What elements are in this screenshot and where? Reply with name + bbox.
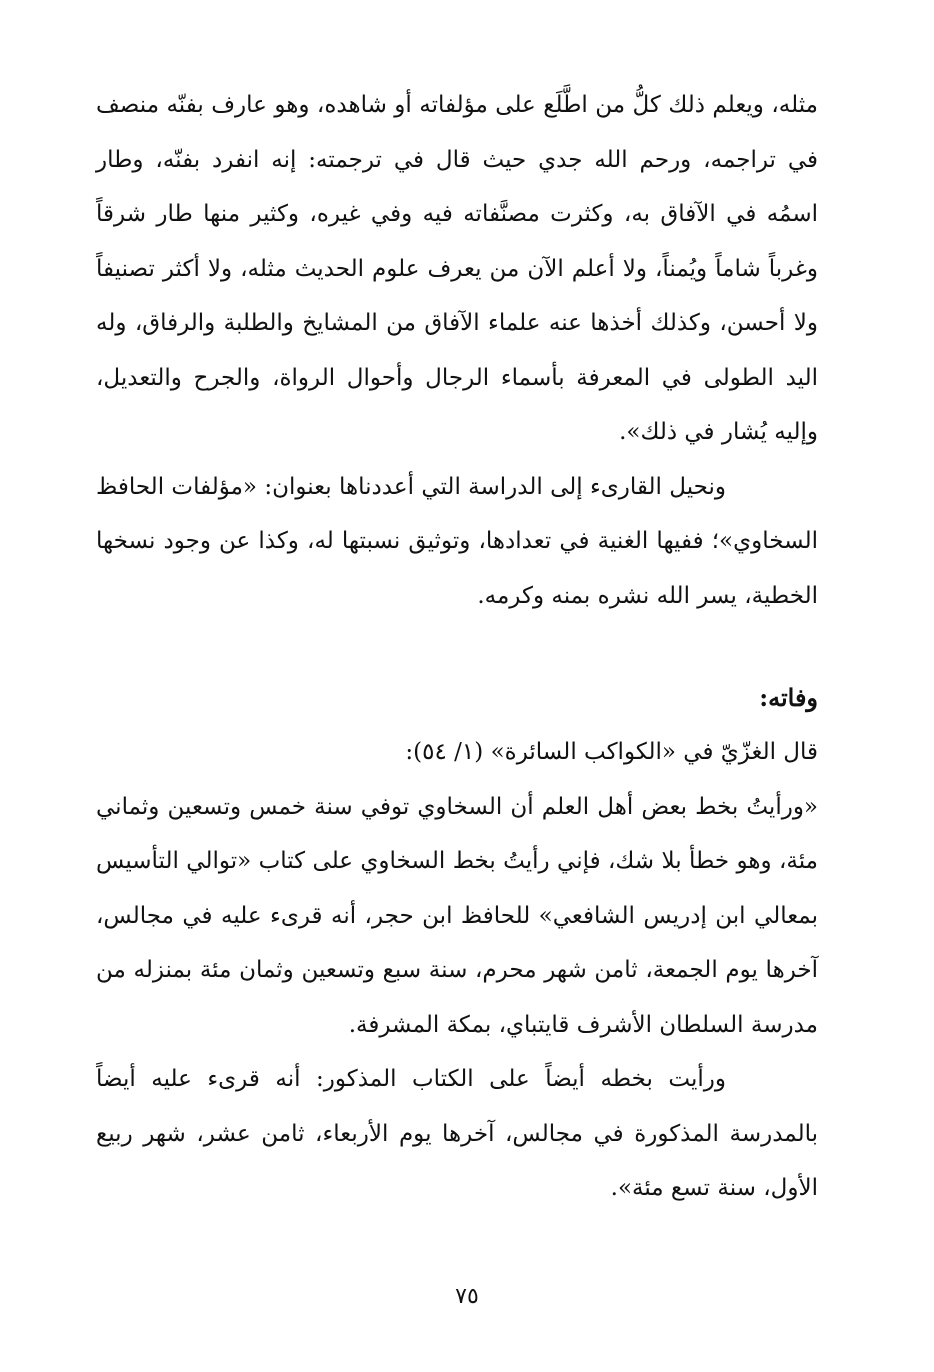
page-body — [96, 78, 818, 1216]
section-gap — [96, 623, 818, 671]
paragraph-quote-body: «ورأيتُ بخط بعض أهل العلم أن السخاوي توفي سنة خمس وتسعين وثماني مئة، وهو خطأ بلا شك، فإني رأيتُ بخط السخاوي على كتاب «توالي التأسيس بمعالي ابن إدريس الشافعي» للحافظ ابن حجر، أنه قرىء عليه في مجالس، آخرها يوم الجمعة، ثامن شهر محرم، سنة سبع وتسعين وثمان مئة بمنزله من مدرسة السلطان الأشرف قايتباي، بمكة المشرفة. — [96, 793, 818, 1038]
paragraph-quote-end: ورأيت بخطه أيضاً على الكتاب المذكور: أنه قرىء عليه أيضاً بالمدرسة المذكورة في مجالس، آخرها يوم الأربعاء، ثامن عشر، شهر ربيع الأول، سنة تسع مئة». — [96, 1066, 818, 1201]
paragraph-referral: ونحيل القارىء إلى الدراسة التي أعددناها بعنوان: «مؤلفات الحافظ السخاوي»؛ ففيها الغنية في تعدادها، وتوثيق نسبتها له، وكذا عن وجود نسخها الخطية، يسر الله نشره بمنه وكرمه. — [96, 473, 818, 609]
section-heading-death: وفاته: — [759, 683, 818, 712]
paragraph-quote-intro: قال الغزّيّ في «الكواكب السائرة» (١/ ٥٤): — [405, 739, 818, 765]
page-number: ٧٥ — [455, 1284, 479, 1309]
paragraph-biography-continued: مثله، ويعلم ذلك كلُّ من اطَّلَع على مؤلفاته أو شاهده، وهو عارف بفنّه منصف في تراجمه، ورحم الله جدي حيث قال في ترجمته: إنه انفرد بفنّه، وطار اسمُه في الآفاق به، وكثرت مصنَّفاته فيه وفي غيره، وكثير منها طار شرقاً وغرباً شاماً ويُمناً، ولا أعلم الآن من يعرف علوم الحديث مثله، ولا أكثر تصنيفاً ولا أحسن، وكذلك أخذها عنه علماء الآفاق من المشايخ والطلبة والرفاق، وله اليد الطولى في المعرفة بأسماء الرجال وأحوال الرواة، والجرح والتعديل، وإليه يُشار في ذلك». — [96, 92, 818, 445]
